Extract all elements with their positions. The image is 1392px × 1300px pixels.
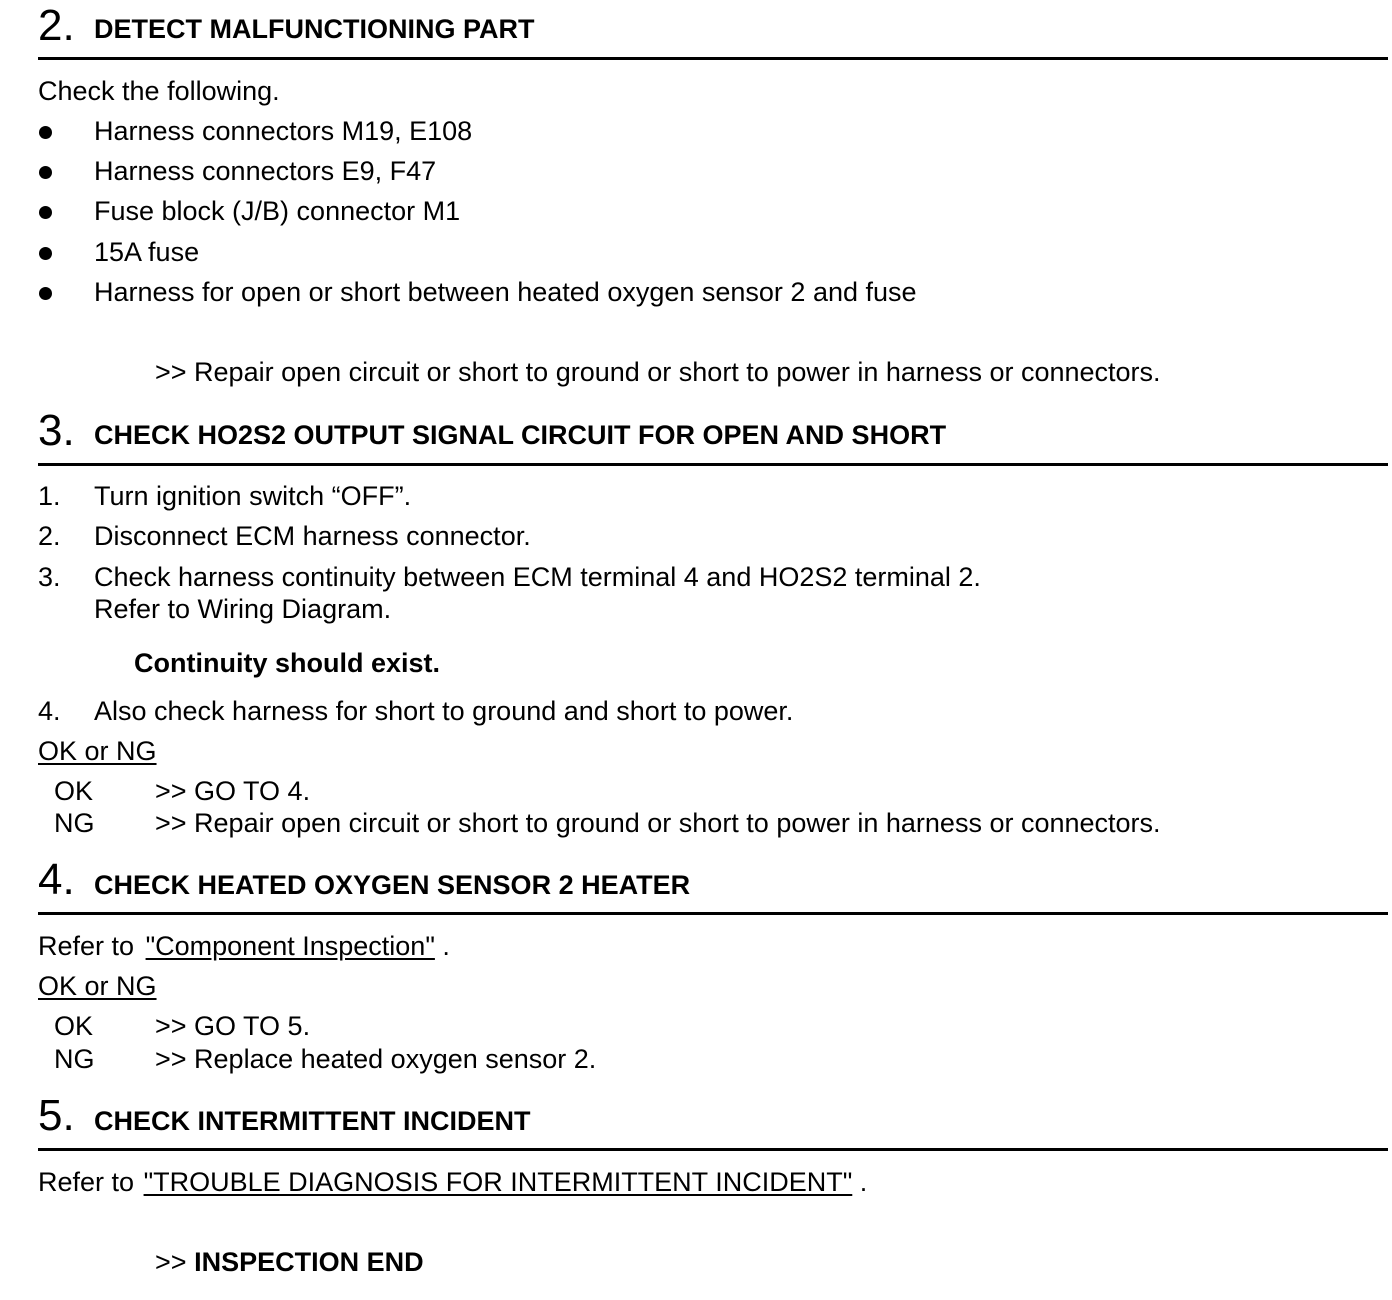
check-item-1: Harness connectors M19, E108 bbox=[94, 116, 473, 146]
step-5-divider bbox=[38, 1148, 1388, 1151]
step-5-refer bbox=[38, 1169, 867, 1196]
step-4-number: 4. bbox=[38, 855, 75, 904]
bullet-icon bbox=[39, 166, 52, 179]
step-3-number: 3. bbox=[38, 406, 75, 455]
step-4-title: CHECK HEATED OXYGEN SENSOR 2 HEATER bbox=[94, 870, 691, 900]
step-3-title: CHECK HO2S2 OUTPUT SIGNAL CIRCUIT FOR OPEN AND SHORT bbox=[94, 420, 947, 450]
ok-action: >> GO TO 5. bbox=[155, 1011, 311, 1041]
check-item-5: Harness for open or short between heated oxygen sensor 2 and fuse bbox=[94, 277, 917, 307]
ok-or-ng-heading: OK or NG bbox=[38, 971, 157, 1001]
ng-label: NG bbox=[54, 1044, 95, 1074]
refer-prefix: Refer to bbox=[38, 931, 135, 961]
ok-label: OK bbox=[54, 776, 94, 806]
procedure-step-3-reference: Refer to Wiring Diagram. bbox=[94, 594, 392, 624]
procedure-step-1: Turn ignition switch “OFF”. bbox=[94, 481, 412, 511]
step-2-title: DETECT MALFUNCTIONING PART bbox=[94, 14, 535, 44]
ng-action: >> Repair open circuit or short to ground or short to power in harness or connectors. bbox=[155, 808, 1161, 838]
procedure-num-2: 2. bbox=[38, 521, 61, 551]
refer-suffix: . bbox=[859, 1167, 868, 1197]
step-4-divider bbox=[38, 912, 1388, 915]
procedure-num-1: 1. bbox=[38, 481, 61, 511]
step-2-divider bbox=[38, 57, 1388, 60]
procedure-step-3: Check harness continuity between ECM terminal 4 and HO2S2 terminal 2. bbox=[94, 562, 981, 592]
procedure-step-4: Also check harness for short to ground and short to power. bbox=[94, 696, 794, 726]
step-4-refer bbox=[38, 933, 450, 960]
ok-action: >> GO TO 4. bbox=[155, 776, 311, 806]
procedure-num-4: 4. bbox=[38, 696, 61, 726]
ng-label: NG bbox=[54, 808, 95, 838]
step-2-number: 2. bbox=[38, 1, 75, 50]
check-item-3: Fuse block (J/B) connector M1 bbox=[94, 196, 461, 226]
step-3-divider bbox=[38, 463, 1388, 466]
continuity-spec: Continuity should exist. bbox=[134, 648, 441, 678]
inspection-end bbox=[155, 1249, 424, 1276]
procedure-num-3: 3. bbox=[38, 562, 61, 592]
bullet-icon bbox=[39, 287, 52, 300]
step-2-intro: Check the following. bbox=[38, 76, 280, 106]
ng-action: >> Replace heated oxygen sensor 2. bbox=[155, 1044, 597, 1074]
step-5-number: 5. bbox=[38, 1091, 75, 1140]
procedure-step-2: Disconnect ECM harness connector. bbox=[94, 521, 531, 551]
bullet-icon bbox=[39, 206, 52, 219]
bullet-icon bbox=[39, 126, 52, 139]
bullet-icon bbox=[39, 247, 52, 260]
component-inspection-link[interactable]: "Component Inspection" bbox=[145, 931, 435, 961]
ok-or-ng-heading: OK or NG bbox=[38, 736, 157, 766]
check-item-4: 15A fuse bbox=[94, 237, 200, 267]
inspection-end-text: INSPECTION END bbox=[194, 1247, 424, 1277]
step-2-result: >> Repair open circuit or short to ground or short to power in harness or connectors. bbox=[155, 357, 1161, 387]
trouble-diagnosis-link[interactable]: "TROUBLE DIAGNOSIS FOR INTERMITTENT INCIDENT" bbox=[143, 1167, 853, 1197]
refer-prefix: Refer to bbox=[38, 1167, 135, 1197]
step-5-title: CHECK INTERMITTENT INCIDENT bbox=[94, 1106, 531, 1136]
ok-label: OK bbox=[54, 1011, 94, 1041]
inspection-end-prefix: >> bbox=[155, 1247, 187, 1277]
check-item-2: Harness connectors E9, F47 bbox=[94, 156, 437, 186]
refer-suffix: . bbox=[442, 931, 450, 961]
